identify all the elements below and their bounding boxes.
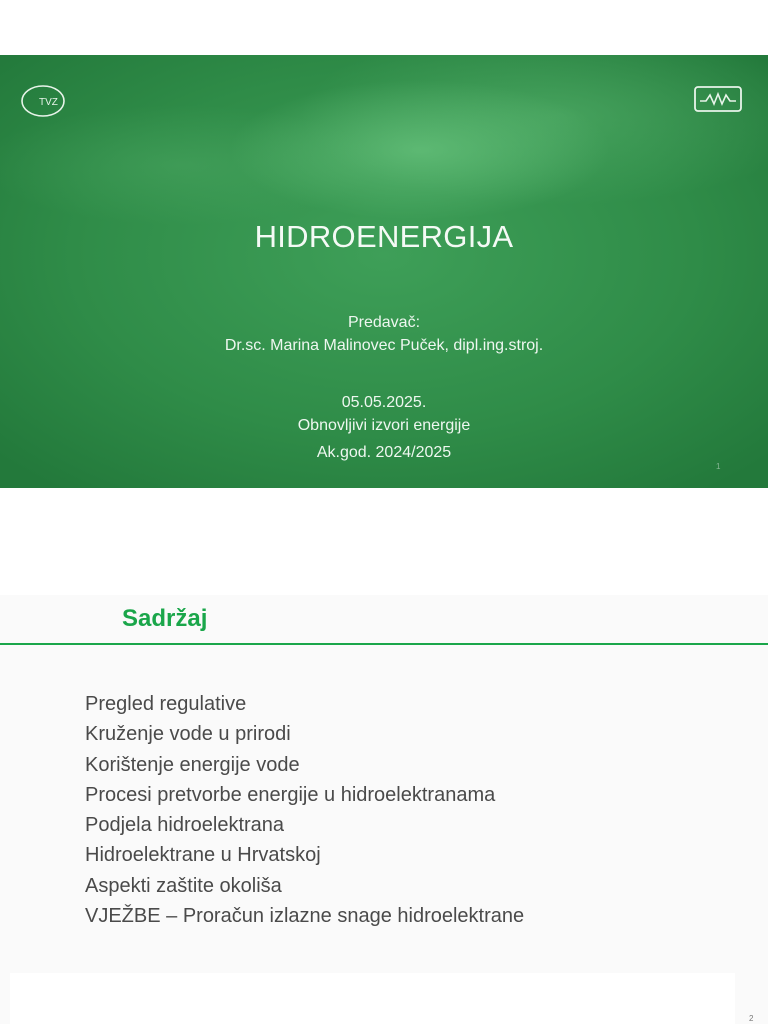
footer-band	[10, 973, 735, 1024]
slide-number: 1	[716, 462, 721, 471]
tvz-logo-text: TVZ	[39, 97, 58, 108]
contents-heading: Sadržaj	[122, 605, 208, 632]
lecturer-name: Dr.sc. Marina Malinovec Puček, dipl.ing.stroj.	[224, 337, 544, 354]
contents-list	[85, 689, 524, 931]
tvz-logo-icon	[20, 83, 70, 119]
list-item: Podjela hidroelektrana	[85, 814, 285, 837]
list-item: Korištenje energije vode	[85, 753, 300, 776]
academic-year: Ak.god. 2024/2025	[316, 444, 452, 461]
list-item: Pregled regulative	[85, 693, 247, 715]
list-item: VJEŽBE – Proračun izlazne snage hidroelektrane	[85, 905, 525, 928]
list-item: Hidroelektrane u Hrvatskoj	[85, 844, 321, 867]
list-item: Kruženje vode u prirodi	[85, 723, 291, 746]
title-slide	[0, 55, 768, 488]
heading-divider	[0, 643, 768, 645]
list-item: Aspekti zaštite okoliša	[85, 874, 282, 897]
contents-slide	[0, 595, 768, 1024]
slide-number: 2	[749, 1014, 754, 1023]
lecture-date: 05.05.2025.	[341, 394, 427, 411]
wave-logo-icon	[692, 84, 744, 114]
presentation-title: HIDROENERGIJA	[254, 219, 514, 254]
lecturer-label: Predavač:	[347, 314, 421, 331]
list-item: Procesi pretvorbe energije u hidroelektranama	[85, 783, 496, 806]
course-name: Obnovljivi izvori energije	[297, 417, 471, 434]
